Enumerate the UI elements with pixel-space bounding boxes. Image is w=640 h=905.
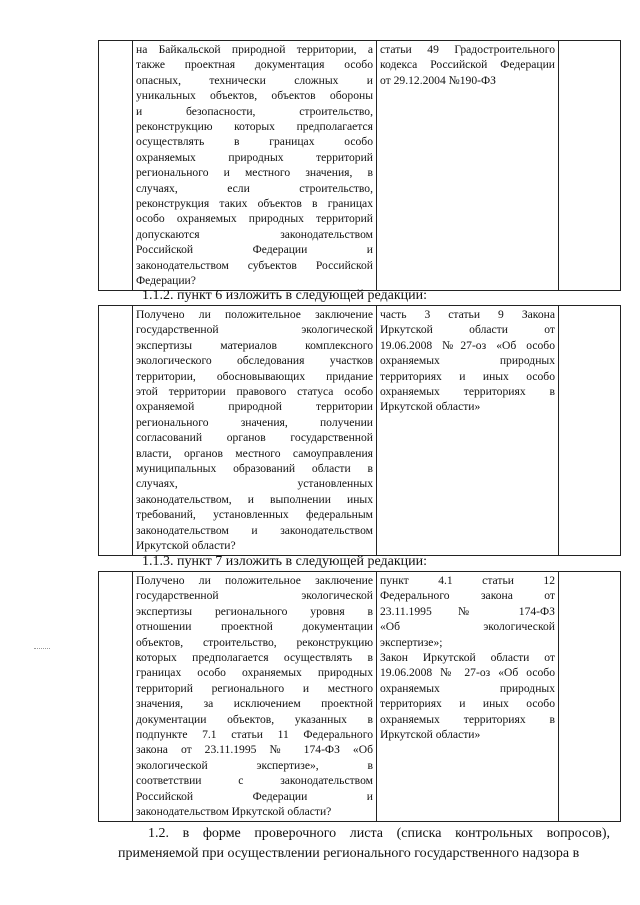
margin-mark bbox=[34, 648, 50, 649]
text-line: значения, за исключением проектной bbox=[136, 697, 373, 711]
text-line: государственной экологической bbox=[136, 589, 373, 603]
question-cell bbox=[133, 306, 377, 556]
text-line: опасных, технически сложных и bbox=[136, 73, 373, 87]
text-line: 19.06.2008 № 27-оз «Об особо bbox=[380, 666, 555, 680]
text-line: охраняемых территориях в bbox=[380, 712, 555, 726]
table-row bbox=[99, 572, 621, 822]
body-paragraph bbox=[118, 824, 610, 864]
text-line: допускаются законодательством bbox=[136, 227, 373, 241]
text-line: государственной экологической bbox=[136, 323, 373, 337]
text-line: 1.2. в форме проверочного листа (списка контрольных вопросов), bbox=[148, 826, 610, 841]
text-line: охраняемой природной территории bbox=[136, 400, 373, 414]
section-heading: 1.1.2. пункт 6 изложить в следующей редакции: bbox=[142, 288, 427, 303]
text-line: власти, органов местного самоуправления bbox=[136, 446, 373, 460]
text-line: применяемой при осуществлении регионального государственного надзора в bbox=[118, 846, 580, 861]
text-line: особо охраняемых природных территорий bbox=[136, 212, 373, 226]
text-line: реконструкцию которых предполагается bbox=[136, 120, 373, 134]
text-line: границах особо охраняемых природных bbox=[136, 666, 373, 680]
text-line: экологической экспертизе», в bbox=[136, 758, 373, 772]
text-line: охраняемых природных bbox=[380, 681, 555, 695]
text-line: экологического обследования участков bbox=[136, 354, 373, 368]
answer-cell bbox=[559, 306, 621, 556]
text-line: регионального значения, получении bbox=[136, 415, 373, 429]
text-line: Закон Иркутской области от bbox=[380, 651, 555, 665]
text-line: и безопасности, строительство, bbox=[136, 104, 373, 118]
basis-cell bbox=[377, 306, 559, 556]
text-line: подпункте 7.1 статьи 11 Федерального bbox=[136, 728, 373, 742]
text-line: Российской Федерации и bbox=[136, 243, 373, 257]
number-cell bbox=[99, 306, 133, 556]
text-line: также проектная документация особо bbox=[136, 58, 373, 72]
text-line: Иркутской области? bbox=[136, 539, 236, 553]
question-cell bbox=[133, 41, 377, 291]
text-line: охраняемых территориях в bbox=[380, 385, 555, 399]
text-line: законодательством и законодательством bbox=[136, 523, 373, 537]
text-line: «Об экологической bbox=[380, 620, 555, 634]
text-line: территориях и иных особо bbox=[380, 369, 555, 383]
text-line: территориях и иных особо bbox=[380, 697, 555, 711]
text-line: законодательством Иркутской области? bbox=[136, 805, 332, 819]
text-line: Российской Федерации и bbox=[136, 789, 373, 803]
text-line: отношении проектной документации bbox=[136, 620, 373, 634]
text-line: регионального и местного значения, в bbox=[136, 166, 373, 180]
checklist-table-item-6 bbox=[98, 305, 621, 556]
text-line: муниципальных образований области в bbox=[136, 462, 373, 476]
text-line: Иркутской области» bbox=[380, 728, 481, 742]
text-line: на Байкальской природной территории, а bbox=[136, 43, 373, 56]
text-line: закона от 23.11.1995 № 174-ФЗ «Об bbox=[136, 743, 373, 757]
text-line: Федерального закона от bbox=[380, 589, 555, 603]
section-heading: 1.1.3. пункт 7 изложить в следующей редакции: bbox=[142, 554, 427, 569]
text-line: объектов, строительство, реконструкцию bbox=[136, 635, 373, 649]
text-line: согласований органов государственной bbox=[136, 431, 373, 445]
basis-cell bbox=[377, 572, 559, 822]
text-line: этой территории правового статуса особо bbox=[136, 385, 373, 399]
table-row bbox=[99, 306, 621, 556]
text-line: реконструкция таких объектов в границах bbox=[136, 197, 373, 211]
text-line: от 29.12.2004 №190-ФЗ bbox=[380, 73, 496, 87]
text-line: пункт 4.1 статьи 12 bbox=[380, 574, 555, 587]
text-line: экспертизы материалов комплексного bbox=[136, 338, 373, 352]
text-line: 23.11.1995 № 174-ФЗ bbox=[380, 604, 555, 618]
text-line: экспертизы регионального уровня в bbox=[136, 604, 373, 618]
text-line: уникальных объектов, объектов обороны bbox=[136, 89, 373, 103]
text-line: Иркутской области» bbox=[380, 400, 481, 414]
text-line: документации объектов, указанных в bbox=[136, 712, 373, 726]
question-cell bbox=[133, 572, 377, 822]
text-line: охраняемых природных bbox=[380, 354, 555, 368]
text-line: экспертизе»; bbox=[380, 635, 443, 649]
text-line: территории, обосновывающих придание bbox=[136, 369, 373, 383]
text-line: соответствии с законодательством bbox=[136, 774, 373, 788]
number-cell bbox=[99, 41, 133, 291]
text-line: законодательством субъектов Российской bbox=[136, 258, 373, 272]
text-line: Получено ли положительное заключение bbox=[136, 574, 373, 587]
table-row bbox=[99, 41, 621, 291]
answer-cell bbox=[559, 41, 621, 291]
text-line: охраняемых природных территорий bbox=[136, 150, 373, 164]
text-line: Иркутской области от bbox=[380, 323, 555, 337]
text-line: 19.06.2008 №27-оз «Об особо bbox=[380, 338, 555, 352]
checklist-table-item-7 bbox=[98, 571, 621, 822]
text-line: Федерации? bbox=[136, 274, 196, 288]
text-line: кодекса Российской Федерации bbox=[380, 58, 555, 72]
text-line: случаях, если строительство, bbox=[136, 181, 373, 195]
text-line: случаях, установленных bbox=[136, 477, 373, 491]
text-line: которых предполагается осуществлять в bbox=[136, 651, 373, 665]
basis-cell bbox=[377, 41, 559, 291]
number-cell bbox=[99, 572, 133, 822]
text-line: статьи 49 Градостроительного bbox=[380, 43, 555, 56]
text-line: территорий регионального и местного bbox=[136, 681, 373, 695]
text-line: осуществлять в границах особо bbox=[136, 135, 373, 149]
checklist-table-continued bbox=[98, 40, 621, 291]
answer-cell bbox=[559, 572, 621, 822]
text-line: законодательством, и выполнении иных bbox=[136, 492, 373, 506]
text-line: часть 3 статьи 9 Закона bbox=[380, 308, 555, 321]
text-line: требований, установленных федеральным bbox=[136, 508, 373, 522]
text-line: Получено ли положительное заключение bbox=[136, 308, 373, 321]
